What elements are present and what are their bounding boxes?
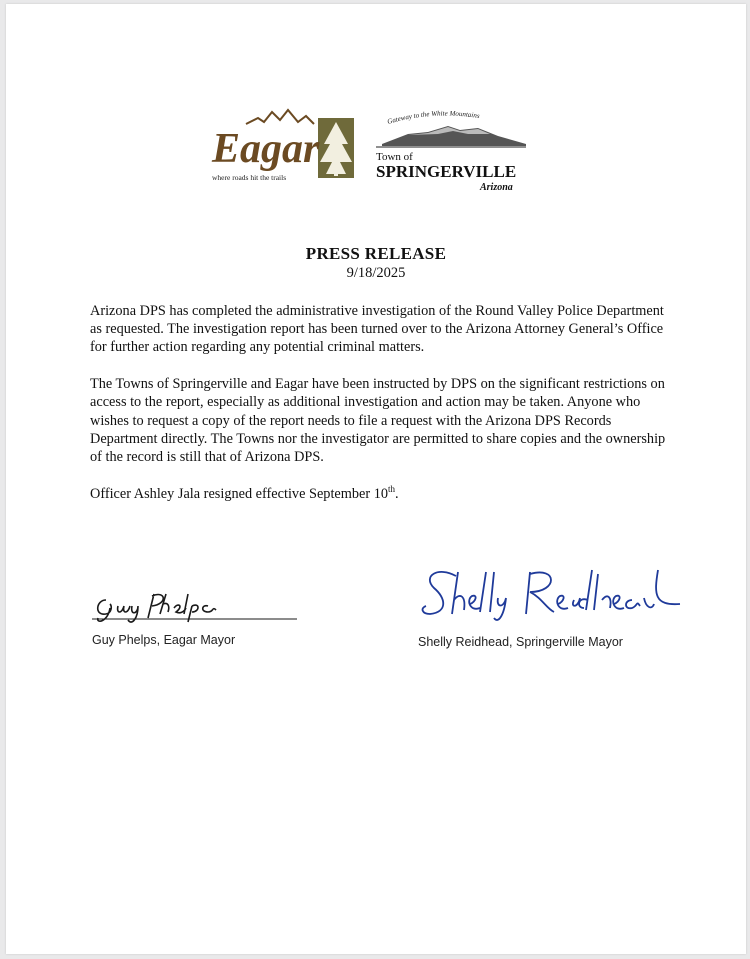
paragraph-investigation: Arizona DPS has completed the administrative investigation of the Round Valley Police Department as requested. The investigation report has been turned over to the Arizona Attorney General’s Office for further action regarding any potential criminal matters.	[90, 303, 664, 356]
eagar-wordmark: Eagar	[212, 126, 320, 172]
signature-caption-shelly-reidhead: Shelly Reidhead, Springerville Mayor	[418, 635, 623, 649]
header-logos	[6, 4, 746, 204]
springerville-logo	[368, 104, 528, 196]
title-block	[6, 244, 746, 282]
eagar-tagline: where roads hit the trails	[212, 173, 287, 182]
signature-guy-phelps	[92, 588, 302, 626]
resignation-period: .	[395, 485, 399, 502]
page-title: PRESS RELEASE	[305, 244, 447, 263]
signature-caption-guy-phelps: Guy Phelps, Eagar Mayor	[92, 633, 236, 647]
springerville-state: Arizona	[480, 182, 513, 193]
signature-shelly-reidhead	[418, 564, 688, 626]
signature-block-shelly-reidhead	[418, 564, 688, 649]
signature-block-guy-phelps	[92, 588, 302, 647]
paragraph-restrictions: The Towns of Springerville and Eagar have been instructed by DPS on the significant restrictions on access to the report, especially as additional investigation and action may be taken. Anyone who wishes to request a copy of the report needs to file a request with the Arizona DPS Records Department directly. The Towns nor the investigator are permitted to share copies and the ownership of the record is still that of Arizona DPS.	[90, 376, 666, 465]
resignation-text: Officer Ashley Jala resigned effective September 10	[90, 485, 389, 502]
press-release-page	[6, 4, 746, 954]
eagar-logo	[206, 104, 356, 188]
release-body	[90, 302, 670, 521]
springerville-tagline: Gateway to the White Mountains	[386, 109, 481, 126]
springerville-town-of: Town of	[376, 151, 413, 163]
release-date: 9/18/2025	[346, 265, 406, 281]
ordinal-suffix: th	[388, 483, 396, 494]
springerville-name: SPRINGERVILLE	[376, 162, 517, 181]
paragraph-resignation	[90, 485, 670, 503]
